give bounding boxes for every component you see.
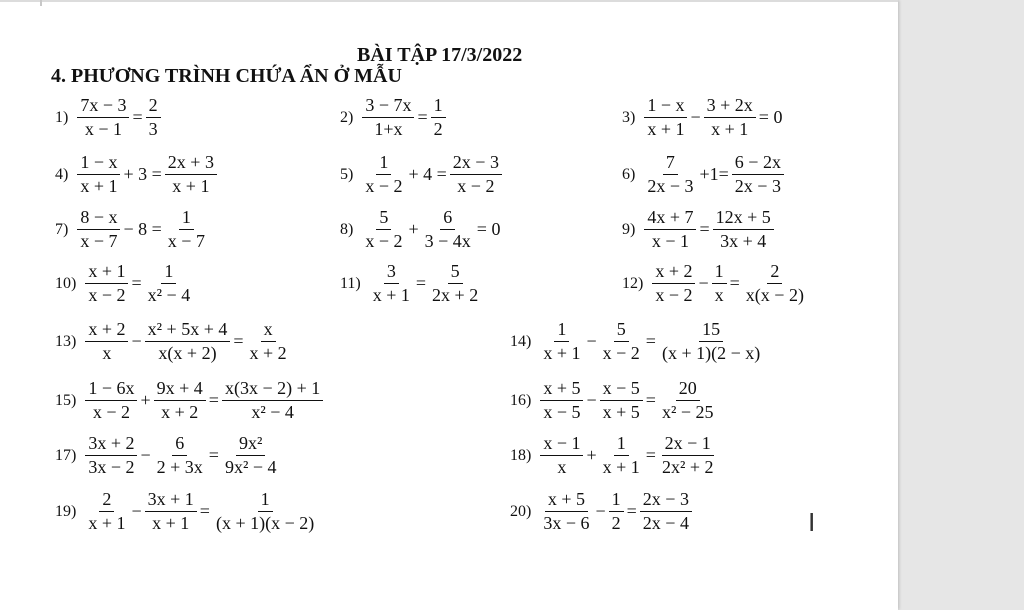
operator: − xyxy=(698,273,709,293)
fraction xyxy=(85,377,137,424)
operator: +1= xyxy=(699,164,729,184)
denominator: x + 2 xyxy=(161,402,199,422)
exercise-10 xyxy=(55,260,194,307)
exercise-number: 16) xyxy=(510,391,532,409)
denominator: x − 2 xyxy=(365,176,403,196)
numerator: 4x + 7 xyxy=(644,206,696,230)
exercise-number: 19) xyxy=(55,502,77,520)
denominator: x − 2 xyxy=(655,285,693,305)
fraction xyxy=(704,94,756,141)
fraction xyxy=(600,432,643,479)
fraction xyxy=(362,94,414,141)
operator: = xyxy=(626,501,637,521)
denominator: x − 2 xyxy=(88,285,126,305)
exercise-number: 17) xyxy=(55,446,77,464)
numerator: 5 xyxy=(448,260,463,284)
fraction xyxy=(362,206,405,253)
exercise-number: 15) xyxy=(55,391,77,409)
operator: + xyxy=(586,445,597,465)
denominator: x + 1 xyxy=(372,285,410,305)
denominator: x − 5 xyxy=(543,402,581,422)
numerator: 5 xyxy=(376,206,391,230)
denominator: 2x + 2 xyxy=(432,285,479,305)
numerator: 7x − 3 xyxy=(77,94,129,118)
fraction xyxy=(659,377,717,424)
denominator: x + 1 xyxy=(711,119,749,139)
operator: − xyxy=(131,501,142,521)
numerator: 9x² xyxy=(236,432,265,456)
fraction xyxy=(362,151,405,198)
numerator: 1 − x xyxy=(644,94,687,118)
exercise-number: 2) xyxy=(340,108,354,126)
denominator: 2x − 3 xyxy=(647,176,694,196)
fraction xyxy=(640,488,692,535)
fraction xyxy=(85,260,128,307)
fraction xyxy=(85,432,137,479)
numerator: 9x + 4 xyxy=(154,377,206,401)
denominator: x xyxy=(102,343,112,363)
exercise-12 xyxy=(622,260,808,307)
text-cursor-icon: I xyxy=(808,508,816,537)
denominator: x + 2 xyxy=(249,343,287,363)
numerator: 1 xyxy=(258,488,273,512)
numerator: x − 1 xyxy=(540,432,583,456)
fraction xyxy=(540,377,583,424)
fraction xyxy=(652,260,695,307)
fraction xyxy=(713,206,774,253)
fraction xyxy=(540,488,592,535)
exercise-3 xyxy=(622,94,784,141)
numerator: 1 xyxy=(712,260,727,284)
fraction xyxy=(145,260,194,307)
denominator: x − 2 xyxy=(92,402,130,422)
numerator: 6 xyxy=(172,432,187,456)
operator: − xyxy=(140,445,151,465)
denominator: x² − 4 xyxy=(251,402,294,422)
numerator: 1 − 6x xyxy=(85,377,137,401)
operator: + 3 = xyxy=(123,164,162,184)
numerator: 2 xyxy=(146,94,161,118)
denominator: x xyxy=(557,457,567,477)
fraction xyxy=(154,377,206,424)
operator: = xyxy=(417,107,428,127)
fraction xyxy=(247,318,290,365)
exercise-number: 9) xyxy=(622,220,636,238)
numerator: 3x + 1 xyxy=(145,488,197,512)
fraction xyxy=(659,432,717,479)
numerator: 1 xyxy=(179,206,194,230)
numerator: 7 xyxy=(663,151,678,175)
exercise-number: 14) xyxy=(510,332,532,350)
page-top-border xyxy=(0,0,898,2)
denominator: 2x − 4 xyxy=(642,513,689,533)
denominator: x − 7 xyxy=(167,231,205,251)
exercise-number: 13) xyxy=(55,332,77,350)
denominator: 3x + 4 xyxy=(720,231,767,251)
numerator: x − 5 xyxy=(600,377,643,401)
numerator: 3x + 2 xyxy=(85,432,137,456)
operator: = xyxy=(699,219,710,239)
denominator: x + 5 xyxy=(602,402,640,422)
numerator: 1 xyxy=(161,260,176,284)
operator: = xyxy=(199,501,210,521)
fraction xyxy=(743,260,807,307)
numerator: 2x − 3 xyxy=(640,488,692,512)
denominator: 2 xyxy=(611,513,621,533)
fraction xyxy=(165,206,208,253)
fraction xyxy=(370,260,413,307)
fraction xyxy=(450,151,502,198)
denominator: x(x − 2) xyxy=(745,285,804,305)
numerator: 1 xyxy=(609,488,624,512)
numerator: 3 + 2x xyxy=(704,94,756,118)
denominator: 3x − 6 xyxy=(543,513,590,533)
denominator: x + 1 xyxy=(88,513,126,533)
denominator: (x + 1)(2 − x) xyxy=(661,343,761,363)
exercise-4 xyxy=(55,151,218,198)
operator: − xyxy=(586,331,597,351)
operator: = xyxy=(645,390,656,410)
numerator: 2 xyxy=(767,260,782,284)
denominator: x² − 4 xyxy=(147,285,191,305)
exercise-number: 12) xyxy=(622,274,644,292)
exercise-18 xyxy=(510,432,718,479)
fraction xyxy=(146,94,161,141)
fraction xyxy=(431,94,446,141)
fraction xyxy=(712,260,727,307)
exercise-20 xyxy=(510,488,693,535)
fraction xyxy=(732,151,784,198)
exercise-17 xyxy=(55,432,281,479)
numerator: 3 xyxy=(384,260,399,284)
operator: = xyxy=(208,445,219,465)
fraction xyxy=(145,318,231,365)
operator: − xyxy=(586,390,597,410)
operator: + 4 = xyxy=(408,164,447,184)
exercise-16 xyxy=(510,377,718,424)
numerator: 1 xyxy=(431,94,446,118)
numerator: 2x − 1 xyxy=(662,432,714,456)
numerator: 6 xyxy=(440,206,455,230)
exercise-9 xyxy=(622,206,775,253)
numerator: 5 xyxy=(614,318,629,342)
operator: = xyxy=(208,390,219,410)
numerator: 1 xyxy=(376,151,391,175)
denominator: x xyxy=(714,285,724,305)
fraction xyxy=(659,318,763,365)
operator: = xyxy=(132,107,143,127)
denominator: x − 2 xyxy=(457,176,495,196)
fraction xyxy=(77,94,129,141)
denominator: x + 1 xyxy=(602,457,640,477)
fraction xyxy=(77,206,120,253)
numerator: 3 − 7x xyxy=(362,94,414,118)
numerator: 15 xyxy=(699,318,723,342)
denominator: 3 xyxy=(148,119,158,139)
operator: − xyxy=(131,331,142,351)
denominator: x − 2 xyxy=(365,231,403,251)
numerator: 2x + 3 xyxy=(165,151,217,175)
exercise-5 xyxy=(340,151,503,198)
exercise-13 xyxy=(55,318,291,365)
denominator: 3 − 4x xyxy=(424,231,471,251)
fraction xyxy=(644,94,687,141)
exercise-number: 5) xyxy=(340,165,354,183)
fraction xyxy=(540,318,583,365)
operator: − xyxy=(595,501,606,521)
exercise-19 xyxy=(55,488,318,535)
exercise-11 xyxy=(340,260,482,307)
numerator: 20 xyxy=(676,377,700,401)
fraction xyxy=(644,206,696,253)
operator: = xyxy=(645,331,656,351)
operator: = xyxy=(131,273,142,293)
fraction xyxy=(154,432,206,479)
fraction xyxy=(222,377,323,424)
operator: = xyxy=(233,331,244,351)
denominator: x + 1 xyxy=(543,343,581,363)
ruler-mark xyxy=(40,0,42,6)
exercise-number: 4) xyxy=(55,165,69,183)
denominator: x − 1 xyxy=(84,119,122,139)
exercise-number: 8) xyxy=(340,220,354,238)
numerator: x + 2 xyxy=(652,260,695,284)
operator: − 8 = xyxy=(123,219,162,239)
numerator: x + 1 xyxy=(85,260,128,284)
denominator: x(x + 2) xyxy=(158,343,217,363)
operator: = xyxy=(729,273,740,293)
fraction xyxy=(145,488,197,535)
denominator: x + 1 xyxy=(80,176,118,196)
fraction xyxy=(85,488,128,535)
fraction xyxy=(644,151,696,198)
page-title: BÀI TẬP 17/3/2022 xyxy=(357,44,523,66)
fraction xyxy=(600,377,643,424)
exercise-14 xyxy=(510,318,764,365)
numerator: 1 xyxy=(614,432,629,456)
exercise-6 xyxy=(622,151,785,198)
operator: − xyxy=(690,107,701,127)
denominator: x − 2 xyxy=(602,343,640,363)
numerator: x + 2 xyxy=(85,318,128,342)
operator: + xyxy=(408,219,419,239)
operator: = xyxy=(645,445,656,465)
denominator: 2x − 3 xyxy=(734,176,781,196)
numerator: x + 5 xyxy=(540,377,583,401)
operator: + xyxy=(140,390,151,410)
denominator: x − 1 xyxy=(651,231,689,251)
exercise-number: 18) xyxy=(510,446,532,464)
denominator: 2x² + 2 xyxy=(661,457,714,477)
exercise-number: 11) xyxy=(340,274,361,292)
exercise-number: 10) xyxy=(55,274,77,292)
numerator: 1 xyxy=(554,318,569,342)
fraction xyxy=(213,488,317,535)
exercise-number: 6) xyxy=(622,165,636,183)
numerator: 8 − x xyxy=(77,206,120,230)
numerator: 12x + 5 xyxy=(713,206,774,230)
fraction xyxy=(540,432,583,479)
denominator: 3x − 2 xyxy=(88,457,135,477)
denominator: 2 + 3x xyxy=(156,457,203,477)
fraction xyxy=(429,260,481,307)
operator: = 0 xyxy=(758,107,783,127)
exercise-number: 20) xyxy=(510,502,532,520)
section-heading: 4. PHƯƠNG TRÌNH CHỨA ẨN Ở MẪU xyxy=(51,65,402,87)
numerator: 6 − 2x xyxy=(732,151,784,175)
fraction xyxy=(222,432,280,479)
numerator: 1 − x xyxy=(77,151,120,175)
fraction xyxy=(609,488,624,535)
fraction xyxy=(422,206,474,253)
operator: = xyxy=(415,273,427,293)
numerator: 2 xyxy=(99,488,114,512)
exercise-number: 7) xyxy=(55,220,69,238)
exercise-8 xyxy=(340,206,502,253)
fraction xyxy=(165,151,217,198)
fraction xyxy=(77,151,120,198)
denominator: 2 xyxy=(433,119,443,139)
numerator: x xyxy=(261,318,276,342)
exercise-2 xyxy=(340,94,447,141)
fraction xyxy=(85,318,128,365)
denominator: x + 1 xyxy=(172,176,210,196)
exercise-number: 1) xyxy=(55,108,69,126)
denominator: (x + 1)(x − 2) xyxy=(215,513,315,533)
operator: = 0 xyxy=(476,219,501,239)
numerator: x + 5 xyxy=(545,488,588,512)
denominator: 9x² − 4 xyxy=(224,457,277,477)
fraction xyxy=(600,318,643,365)
exercise-number: 3) xyxy=(622,108,636,126)
denominator: x + 1 xyxy=(647,119,685,139)
numerator: 2x − 3 xyxy=(450,151,502,175)
exercise-7 xyxy=(55,206,209,253)
denominator: 1+x xyxy=(374,119,403,139)
numerator: x(3x − 2) + 1 xyxy=(222,377,323,401)
numerator: x² + 5x + 4 xyxy=(145,318,231,342)
exercise-15 xyxy=(55,377,324,424)
exercise-1 xyxy=(55,94,162,141)
denominator: x − 7 xyxy=(80,231,118,251)
denominator: x² − 25 xyxy=(661,402,714,422)
denominator: x + 1 xyxy=(152,513,190,533)
